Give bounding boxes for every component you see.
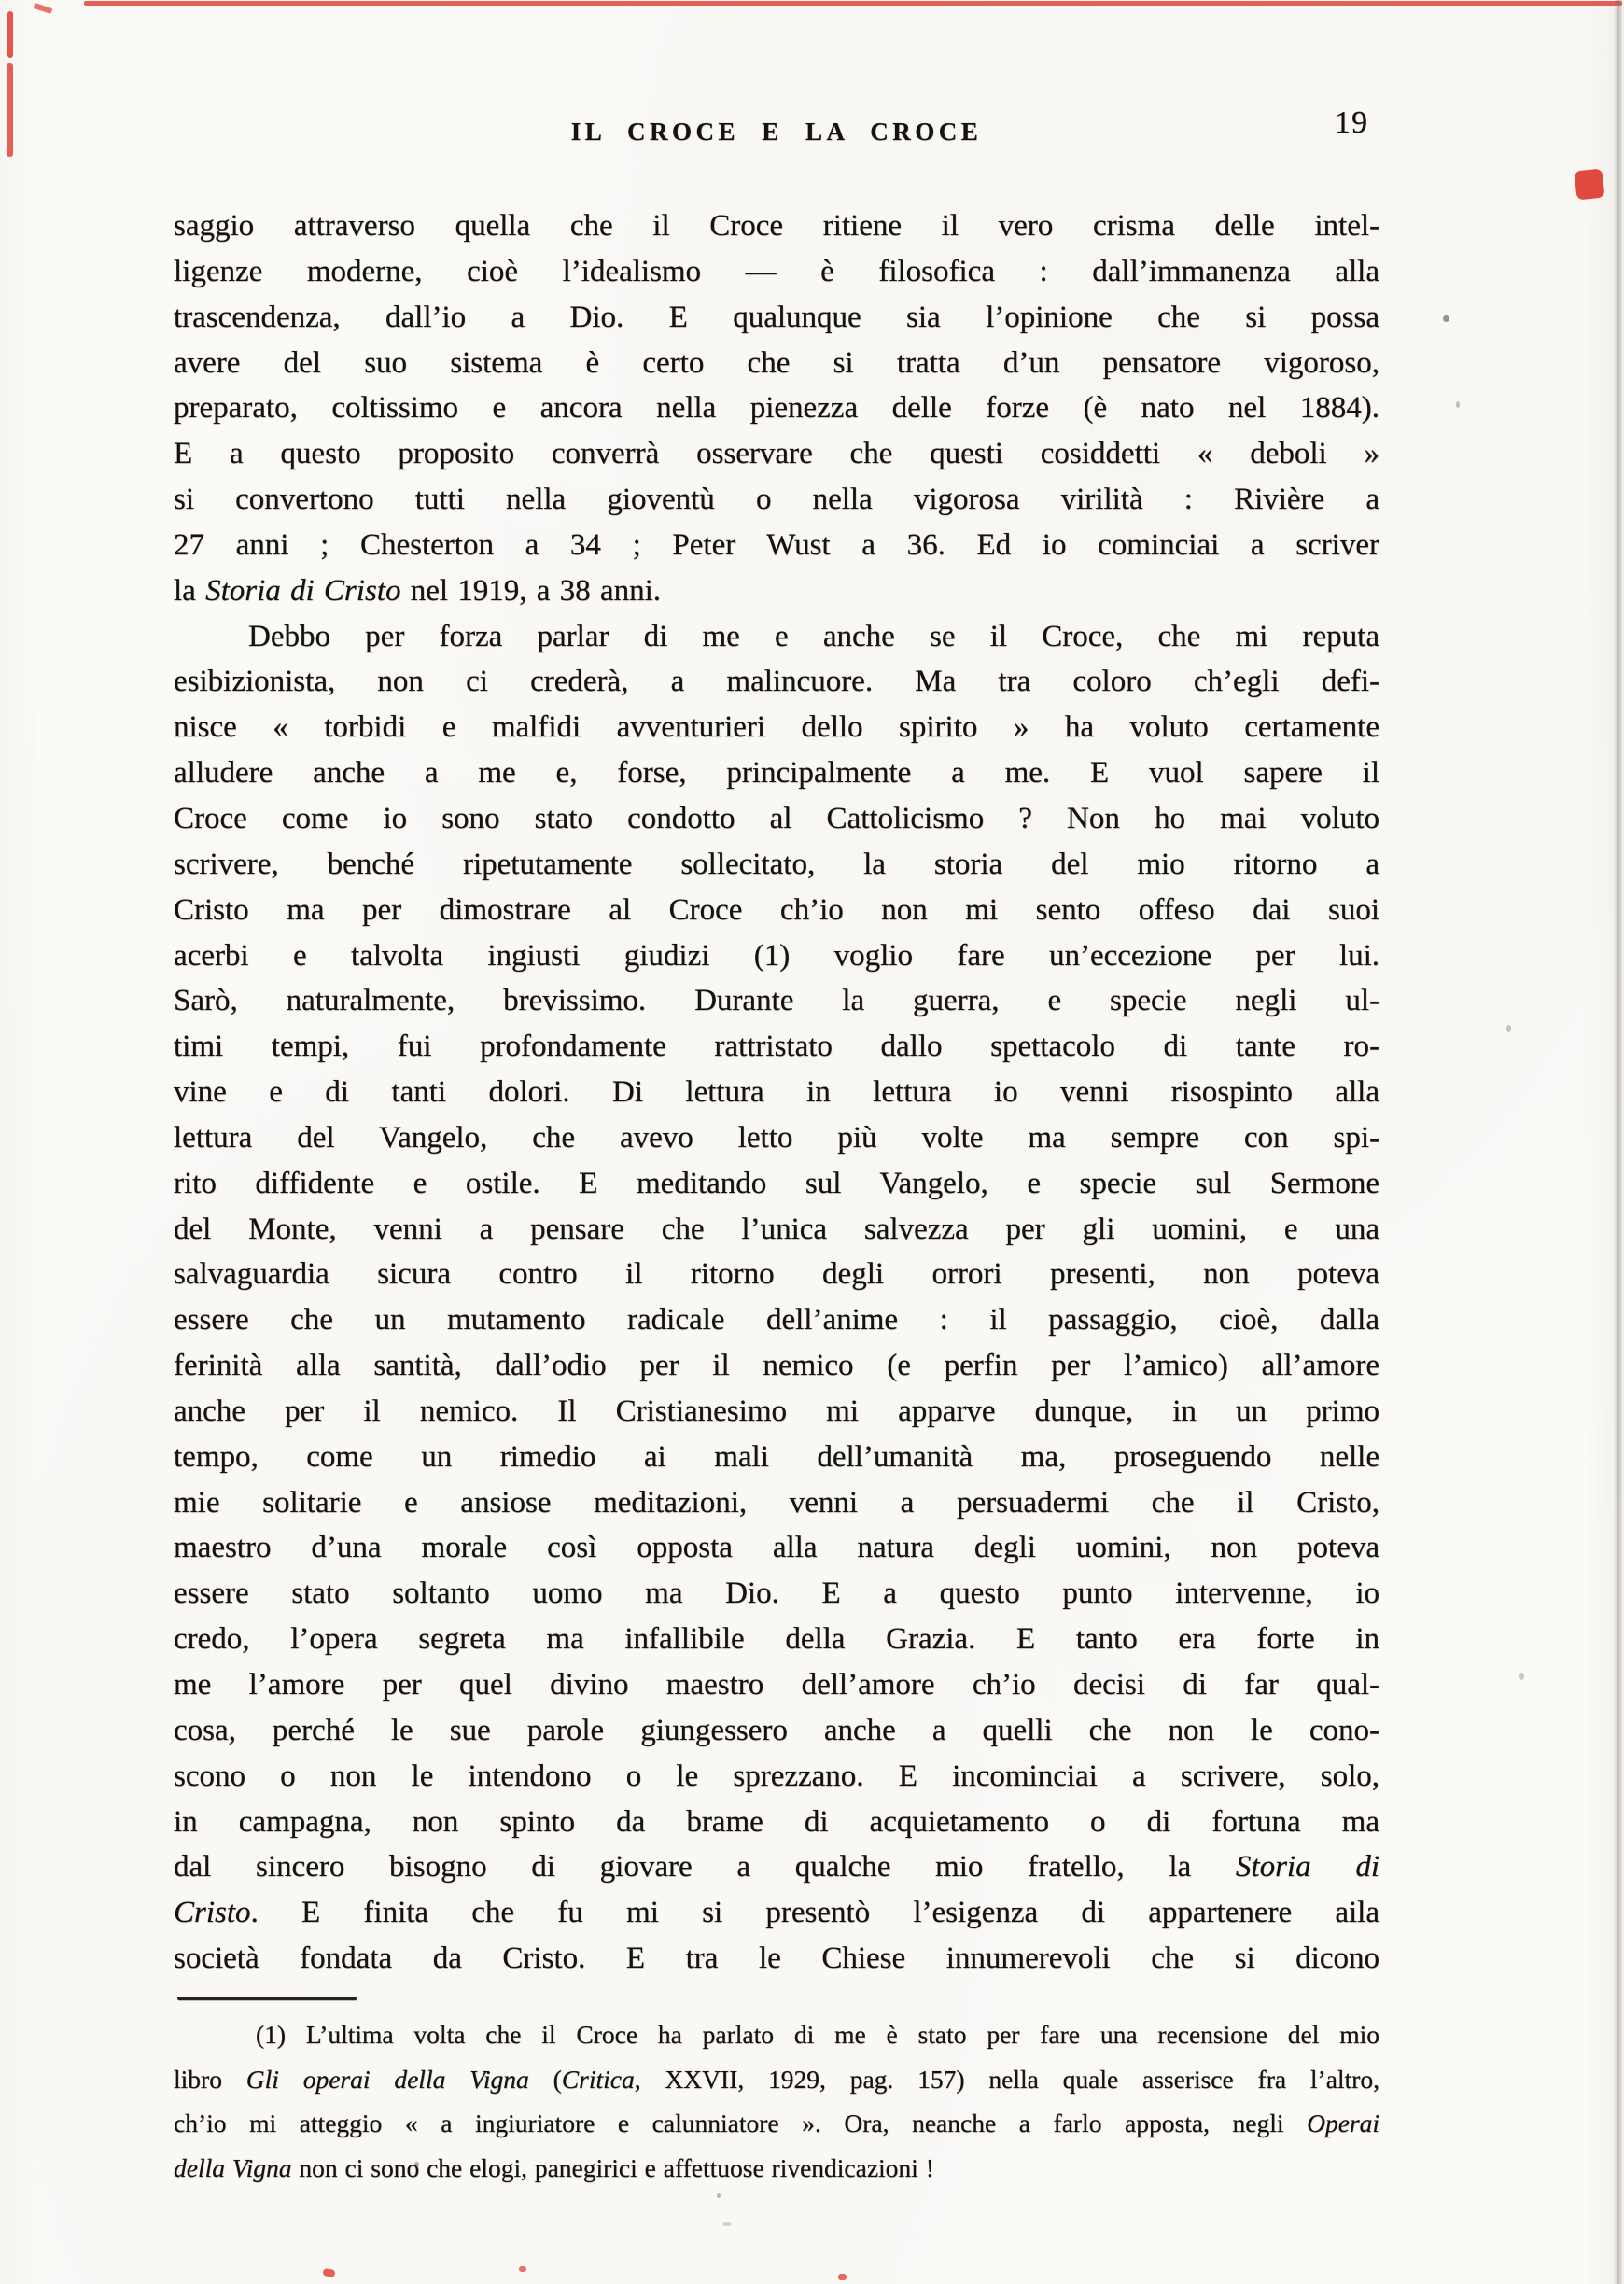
text-segment: in campagna, non spinto da brame di acquietamento o di fortuna ma: [174, 1804, 1379, 1839]
text-segment: scono o non le intendono o le sprezzano. E incominciai a scrivere, solo,: [174, 1759, 1379, 1793]
red-ink-mark: [7, 11, 13, 58]
text-segment: Sarò, naturalmente, brevissimo. Durante la guerra, e specie negli ul-: [174, 984, 1379, 1018]
footnote-rule: [177, 1997, 357, 2000]
text-segment: dal sincero bisogno di giovare a qualche mio fratello, la: [174, 1850, 1236, 1885]
text-line: [174, 1662, 1379, 1708]
text-segment: ferinità alla santità, dall’odio per il nemico (e perfin per l’amico) all’amore: [174, 1349, 1379, 1383]
red-ink-mark: [519, 2266, 526, 2272]
text-line: [174, 1936, 1379, 1982]
text-line: [174, 1480, 1379, 1526]
text-segment: si convertono tutti nella gioventù o nella vigorosa virilità : Rivière a: [174, 483, 1379, 517]
text-line: [174, 750, 1379, 796]
red-ink-mark: [838, 2274, 847, 2280]
text-segment: cosa, perché le sue parole giungessero anche a quelli che non le cono-: [174, 1713, 1379, 1747]
text-line: [174, 1161, 1379, 1207]
italic-text-segment: Storia di Cristo: [205, 573, 401, 608]
text-segment: E a questo proposito converrà osservare che questi cosiddetti « deboli »: [174, 437, 1379, 471]
text-line: [174, 1297, 1379, 1343]
text-line: [174, 842, 1379, 888]
text-segment: timi tempi, fui profondamente rattristato dallo spettacolo di tante ro-: [174, 1030, 1379, 1064]
text-segment: ligenze moderne, cioè l’idealismo — è filosofica : dall’immanenza alla: [174, 254, 1379, 288]
text-segment: Cristo ma per dimostrare al Croce ch’io non mi sento offeso dai suoi: [174, 892, 1379, 927]
text-segment: la: [174, 573, 206, 608]
text-line: [174, 1800, 1379, 1845]
italic-text-segment: Gli operai della Vigna: [245, 2064, 529, 2094]
text-segment: essere che un mutamento radicale dell’anime : il passaggio, cioè, dalla: [174, 1303, 1379, 1338]
body-text: [174, 203, 1379, 1982]
text-segment: 27 anni ; Chesterton a 34 ; Peter Wust a 36. Ed io cominciai a scriver: [174, 527, 1379, 562]
scan-speck: [1506, 1025, 1511, 1032]
text-line: [174, 477, 1379, 523]
text-line: [174, 1754, 1379, 1800]
text-line: [174, 1435, 1379, 1480]
running-header: IL CROCE E LA CROCE: [570, 118, 983, 146]
text-segment: rito diffidente e ostile. E meditando sul Vangelo, e specie sul Sermone: [174, 1166, 1379, 1200]
text-segment: Debbo per forza parlar di me e anche se il Croce, che mi reputa: [248, 619, 1379, 653]
text-segment: trascendenza, dall’io a Dio. E qualunque sia l’opinione che si possa: [174, 300, 1379, 334]
text-line: [174, 2057, 1379, 2102]
scan-speck: [1443, 315, 1449, 322]
text-segment: maestro d’una morale così opposta alla natura degli uomini, non poteva: [174, 1531, 1379, 1565]
text-line: [174, 1024, 1379, 1070]
text-segment: avere del suo sistema è certo che si tratta d’un pensatore vigoroso,: [174, 345, 1379, 380]
italic-text-segment: della Vigna: [174, 2152, 292, 2182]
red-ink-mark: [7, 63, 13, 157]
text-line: [174, 1389, 1379, 1435]
text-line: [174, 523, 1379, 568]
text-segment: acerbi e talvolta ingiusti giudizi (1) voglio fare un’eccezione per lui.: [174, 938, 1379, 973]
text-segment: preparato, coltissimo e ancora nella pienezza delle forze (è nato nel 1884).: [174, 391, 1379, 426]
text-segment: del Monte, venni a pensare che l’unica salvezza per gli uomini, e una: [174, 1212, 1379, 1246]
text-line: [174, 431, 1379, 477]
text-segment: (: [528, 2064, 562, 2094]
scan-edge-shadow: [1614, 0, 1622, 2284]
text-line: [174, 1070, 1379, 1115]
red-ink-mark: [84, 1, 1622, 6]
text-line: [174, 341, 1379, 386]
italic-text-segment: Operai: [1307, 2109, 1379, 2137]
text-line: [174, 1708, 1379, 1754]
text-line: [174, 659, 1379, 705]
text-line: [174, 2012, 1379, 2057]
text-segment: salvaguardia sicura contro il ritorno degli orrori presenti, non poteva: [174, 1257, 1379, 1292]
page-number: 19: [1335, 105, 1368, 140]
italic-text-segment: Storia di: [1235, 1850, 1379, 1885]
red-ink-mark: [34, 3, 53, 14]
text-line: [174, 385, 1379, 431]
text-segment: libro: [174, 2064, 246, 2094]
text-line: [174, 249, 1379, 295]
text-segment: mie solitarie e ansiose meditazioni, venni a persuadermi che il Cristo,: [174, 1485, 1379, 1520]
text-segment: vine e di tanti dolori. Di lettura in lettura io venni risospinto alla: [174, 1075, 1379, 1110]
text-segment: (1) L’ultima volta che il Croce ha parlato di me è stato per fare una recensione del mio: [256, 2020, 1379, 2049]
text-line: [174, 1617, 1379, 1662]
text-segment: , XXVII, 1929, pag. 157) nella quale asserisce fra l’altro,: [634, 2064, 1379, 2094]
footnote-text: [174, 2012, 1379, 2190]
text-line: [174, 888, 1379, 933]
text-segment: Croce come io sono stato condotto al Cattolicismo ? Non ho mai voluto: [174, 801, 1379, 835]
italic-text-segment: Cristo: [174, 1896, 251, 1930]
scan-speck: [414, 2162, 419, 2167]
text-segment: ch’io mi atteggio « a ingiuriatore e calunniatore ». Ora, neanche a farlo apposta, negli: [174, 2109, 1308, 2137]
text-line: [174, 796, 1379, 842]
scan-speck: [717, 2193, 721, 2198]
text-segment: alludere anche a me e, forse, principalmente a me. E vuol sapere il: [174, 756, 1379, 791]
text-segment: credo, l’opera segreta ma infallibile della Grazia. E tanto era forte in: [174, 1622, 1379, 1657]
text-line: [174, 1115, 1379, 1161]
text-line: [174, 1844, 1379, 1890]
text-segment: nisce « torbidi e malfidi avventurieri dello spirito » ha voluto certamente: [174, 710, 1379, 745]
text-line: [174, 1207, 1379, 1253]
italic-text-segment: Critica: [561, 2064, 635, 2094]
text-line: [174, 2101, 1379, 2146]
text-segment: non ci sono che elogi, panegirici e affettuose rivendicazioni !: [291, 2152, 934, 2182]
scan-speck: [1456, 401, 1460, 408]
text-line: [174, 1252, 1379, 1297]
text-line: [174, 614, 1379, 660]
text-segment: società fondata da Cristo. E tra le Chiese innumerevoli che si dicono: [174, 1941, 1379, 1976]
text-segment: lettura del Vangelo, che avevo letto più volte ma sempre con spi-: [174, 1120, 1379, 1155]
text-segment: esibizionista, non ci crederà, a malincuore. Ma tra coloro ch’egli defi-: [174, 665, 1379, 699]
text-segment: scrivere, benché ripetutamente sollecitato, la storia del mio ritorno a: [174, 847, 1379, 881]
text-segment: tempo, come un rimedio ai mali dell’umanità ma, proseguendo nelle: [174, 1439, 1379, 1474]
text-segment: saggio attraverso quella che il Croce ritiene il vero crisma delle intel-: [174, 209, 1379, 243]
text-segment: nel 1919, a 38 anni.: [400, 573, 661, 608]
text-line: [174, 1343, 1379, 1389]
text-line: [174, 2146, 1379, 2191]
text-line: [174, 203, 1379, 249]
scan-speck: [1519, 1673, 1524, 1680]
red-ink-mark: [322, 2268, 335, 2277]
text-line: [174, 568, 1379, 614]
text-line: [174, 1571, 1379, 1617]
text-line: [174, 705, 1379, 750]
text-line: [174, 295, 1379, 341]
scan-speck: [722, 2222, 732, 2226]
text-line: [174, 1890, 1379, 1936]
text-segment: anche per il nemico. Il Cristianesimo mi apparve dunque, in un primo: [174, 1394, 1379, 1428]
text-segment: me l’amore per quel divino maestro dell’amore ch’io decisi di far qual-: [174, 1668, 1379, 1702]
text-line: [174, 933, 1379, 979]
text-line: [174, 978, 1379, 1024]
text-segment: . E finita che fu mi si presentò l’esigenza di appartenere aila: [250, 1896, 1379, 1930]
text-line: [174, 1525, 1379, 1571]
text-segment: essere stato soltanto uomo ma Dio. E a questo punto intervenne, io: [174, 1576, 1379, 1611]
red-ink-mark: [1574, 169, 1604, 201]
